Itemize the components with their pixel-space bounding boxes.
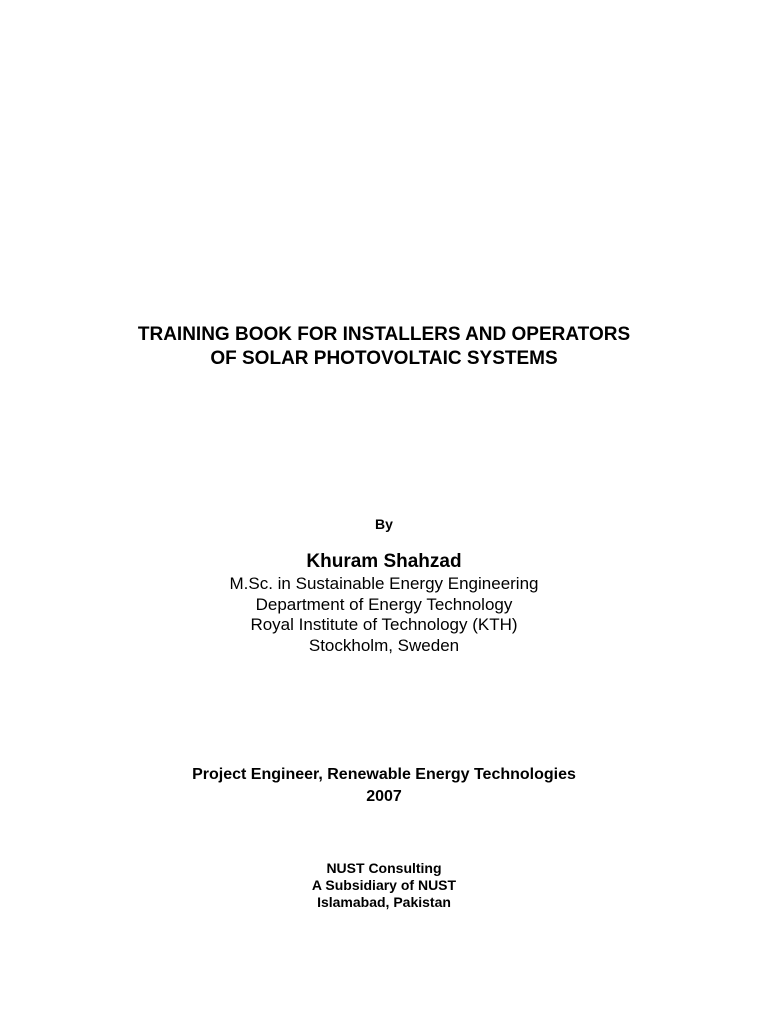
affiliation-location: Stockholm, Sweden [308,636,460,656]
publisher-location: Islamabad, Pakistan [317,894,451,910]
by-label: By [375,516,393,532]
publisher-info [0,860,768,911]
document-title [0,323,768,371]
affiliation-degree: M.Sc. in Sustainable Energy Engineering [229,574,539,593]
author-name: Khuram Shahzad [306,551,462,572]
publication-year: 2007 [366,788,402,805]
document-title-line-2: OF SOLAR PHOTOVOLTAIC SYSTEMS [210,348,558,369]
publisher-name: NUST Consulting [326,860,442,876]
author-affiliation [0,574,768,657]
author-position [0,764,768,808]
position-role: Project Engineer, Renewable Energy Technologies [192,766,576,783]
affiliation-department: Department of Energy Technology [255,594,513,614]
publisher-subsidiary: A Subsidiary of NUST [311,877,457,893]
affiliation-institute: Royal Institute of Technology (KTH) [250,615,518,635]
document-title-line-1: TRAINING BOOK FOR INSTALLERS AND OPERATORS [137,324,631,345]
